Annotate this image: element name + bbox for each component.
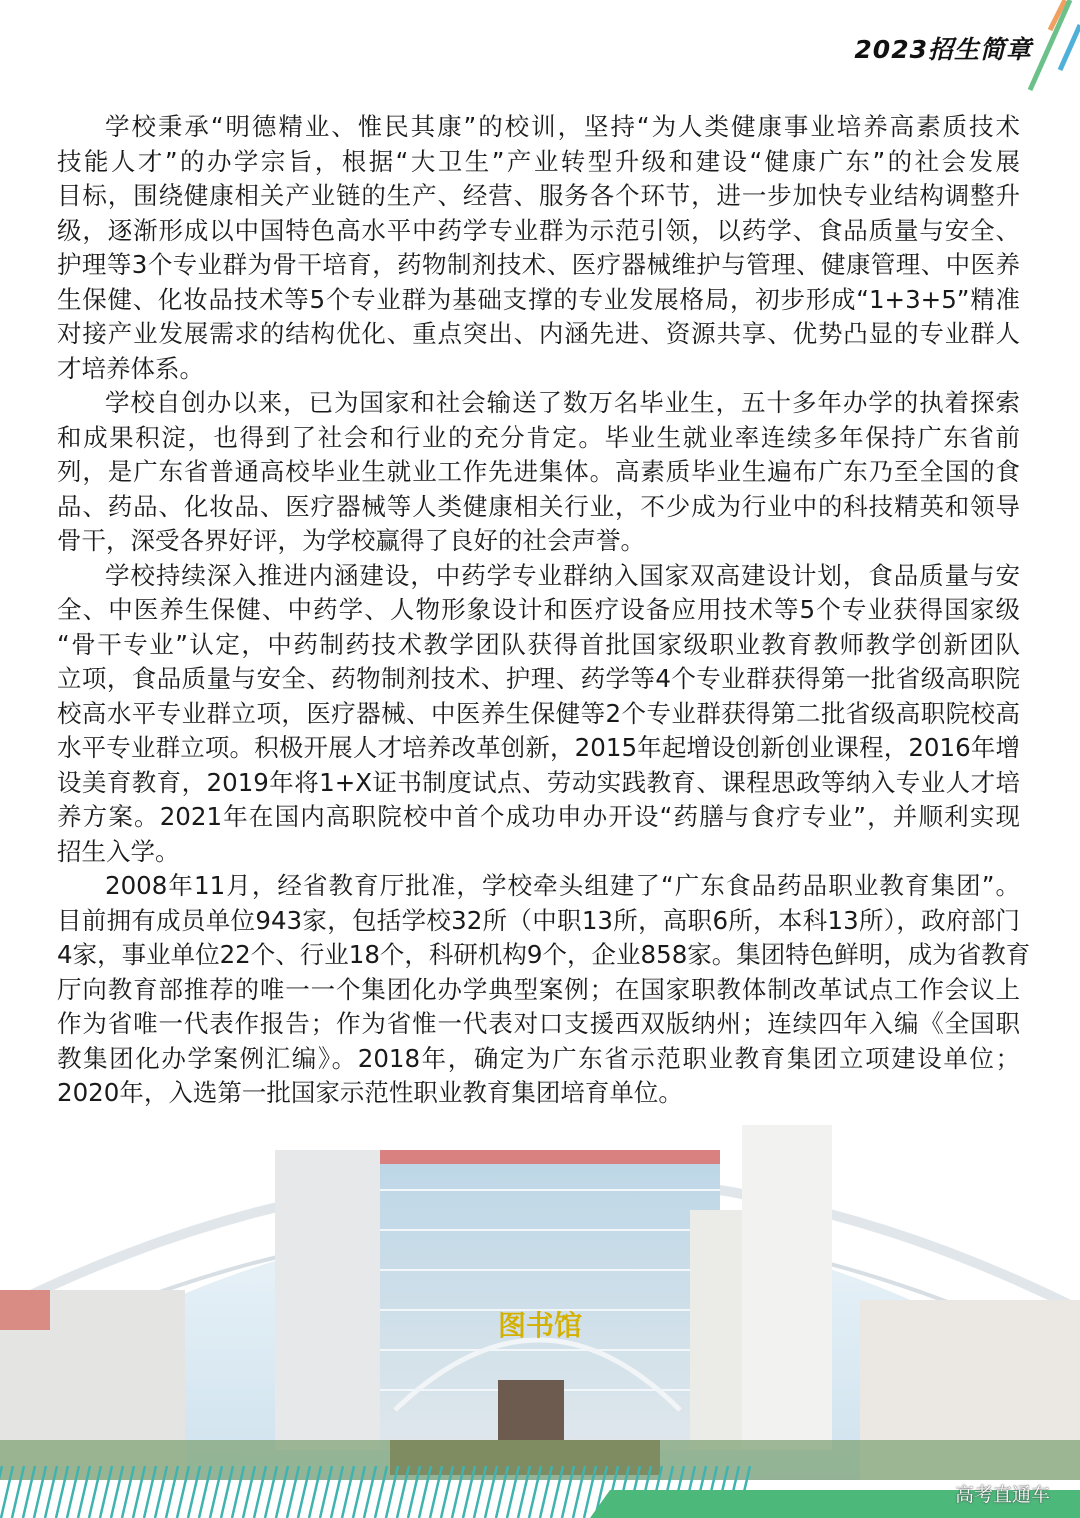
stripe xyxy=(364,1466,376,1518)
stripe xyxy=(496,1466,508,1518)
stripe xyxy=(397,1466,409,1518)
stripe xyxy=(254,1466,266,1518)
stripe xyxy=(551,1466,563,1518)
stripe xyxy=(265,1466,277,1518)
stripe xyxy=(485,1466,497,1518)
paragraph-line: 生保健、化妆品技术等5个专业群为基础支撑的专业发展格局，初步形成“1+3+5”精准 xyxy=(57,284,1020,314)
paragraph-line: 和成果积淀，也得到了社会和行业的充分肯定。毕业生就业率连续多年保持广东省前 xyxy=(57,422,1020,452)
stripe xyxy=(155,1466,167,1518)
paragraph-line: 品、药品、化妆品、医疗器械等人类健康相关行业，不少成为行业中的科技精英和领导 xyxy=(57,491,1020,521)
stripe xyxy=(166,1466,178,1518)
stripe xyxy=(452,1466,464,1518)
stripe xyxy=(34,1466,46,1518)
stripe xyxy=(221,1466,233,1518)
stripe xyxy=(111,1466,123,1518)
stripe xyxy=(573,1466,585,1518)
campus-library-photo xyxy=(0,1110,1080,1480)
paragraph-line: 2020年，入选第一批国家示范性职业教育集团培育单位。 xyxy=(57,1078,683,1107)
stripe xyxy=(298,1466,310,1518)
stripe xyxy=(386,1466,398,1518)
paragraph-line: 目标，围绕健康相关产业链的生产、经营、服务各个环节，进一步加快专业结构调整升 xyxy=(57,181,1020,210)
stripe xyxy=(199,1466,211,1518)
stripe xyxy=(78,1466,90,1518)
paragraph-line: 骨干，深受各界好评，为学校赢得了良好的社会声誉。 xyxy=(57,526,645,555)
paragraph-line: 水平专业群立项。积极开展人才培养改革创新，2015年起增设创新创业课程，2016年增 xyxy=(57,733,1020,762)
paragraph-line: 对接产业发展需求的结构优化、重点突出、内涵先进、资源共享、优势凸显的专业群人 xyxy=(57,319,1020,348)
stripe xyxy=(12,1466,24,1518)
paragraph-line: 列，是广东省普通高校毕业生就业工作先进集体。高素质毕业生遍布广东乃至全国的食 xyxy=(57,457,1020,486)
stripe xyxy=(562,1466,574,1518)
stripe xyxy=(56,1466,68,1518)
paragraph-line: 厅向教育部推荐的唯一一个集团化办学典型案例；在国家职教体制改革试点工作会议上 xyxy=(57,974,1020,1004)
stripe xyxy=(177,1466,189,1518)
paragraph-line: 教集团化办学案例汇编》。2018年，确定为广东省示范职业教育集团立项建设单位； xyxy=(57,1043,1020,1073)
stripe xyxy=(518,1466,530,1518)
paragraph-line: 学校持续深入推进内涵建设，中药学专业群纳入国家双高建设计划，食品质量与安 xyxy=(105,560,1020,590)
stripe xyxy=(507,1466,519,1518)
stripe xyxy=(45,1466,57,1518)
stripe xyxy=(287,1466,299,1518)
stripe xyxy=(188,1466,200,1518)
paragraph-line: 才培养体系。 xyxy=(57,353,204,383)
stripe xyxy=(133,1466,145,1518)
bottom-stripes-decoration xyxy=(0,1466,1080,1518)
stripe xyxy=(540,1466,552,1518)
stripe xyxy=(463,1466,475,1518)
body-text xyxy=(57,110,1031,1111)
stripe xyxy=(122,1466,134,1518)
stripe xyxy=(419,1466,431,1518)
paragraph-line: 技能人才”的办学宗旨，根据“大卫生”产业转型升级和建设“健康广东”的社会发展 xyxy=(57,146,1020,176)
stripe xyxy=(232,1466,244,1518)
paragraph-line: 养方案。2021年在国内高职院校中首个成功申办开设“药膳与食疗专业”，并顺利实现 xyxy=(57,802,1020,831)
paragraph-line: 学校秉承“明德精业、惟民其康”的校训，坚持“为人类健康事业培养高素质技术 xyxy=(105,112,1020,141)
stripe xyxy=(375,1466,387,1518)
paragraph-line: 2008年11月，经省教育厅批准，学校牵头组建了“广东食品药品职业教育集团”。 xyxy=(105,871,1020,900)
paragraph-line: 4家，事业单位22个、行业18个，科研机构9个，企业858家。集团特色鲜明，成为省教育 xyxy=(57,940,1031,969)
stripe xyxy=(67,1466,79,1518)
stripe xyxy=(529,1466,541,1518)
stripe xyxy=(276,1466,288,1518)
stripe xyxy=(1,1466,13,1518)
paragraph-line: 设美育教育，2019年将1+X证书制度试点、劳动实践教育、课程思政等纳入专业人才培 xyxy=(57,767,1020,797)
brochure-title: 2023招生简章 xyxy=(854,35,1032,64)
stripe xyxy=(100,1466,112,1518)
stripe xyxy=(430,1466,442,1518)
stripe xyxy=(210,1466,222,1518)
stripe xyxy=(331,1466,343,1518)
paragraph-line: 全、中医养生保健、中药学、人物形象设计和医疗设备应用技术等5个专业获得国家级 xyxy=(57,595,1020,624)
stripe xyxy=(320,1466,332,1518)
stripe xyxy=(89,1466,101,1518)
paragraph-line: 学校自创办以来，已为国家和社会输送了数万名毕业生，五十多年办学的执着探索 xyxy=(105,388,1020,417)
stripe xyxy=(309,1466,321,1518)
stripe xyxy=(584,1466,596,1518)
paragraph-line: 作为省唯一代表作报告；作为省惟一代表对口支援西双版纳州；连续四年入编《全国职 xyxy=(57,1009,1020,1038)
stripe xyxy=(353,1466,365,1518)
watermark: 高考直通车 xyxy=(954,1484,1050,1506)
paragraph-line: 目前拥有成员单位943家，包括学校32所（中职13所，高职6所，本科13所），政府部门 xyxy=(57,905,1020,935)
paragraph-line: 招生入学。 xyxy=(57,836,180,866)
stripe xyxy=(144,1466,156,1518)
library-sign: 图书馆 xyxy=(497,1309,583,1342)
stripe xyxy=(243,1466,255,1518)
stripe xyxy=(441,1466,453,1518)
paragraph-line: 立项，食品质量与安全、药物制剂技术、护理、药学等4个专业群获得第一批省级高职院 xyxy=(57,664,1020,693)
paragraph-line: 校高水平专业群立项，医疗器械、中医养生保健等2个专业群获得第二批省级高职院校高 xyxy=(57,698,1020,728)
paragraph-line: 护理等3个专业群为骨干培育，药物制剂技术、医疗器械维护与管理、健康管理、中医养 xyxy=(57,250,1020,279)
stripe xyxy=(408,1466,420,1518)
stripe xyxy=(23,1466,35,1518)
stripe xyxy=(342,1466,354,1518)
stripe xyxy=(474,1466,486,1518)
paragraph-line: “骨干专业”认定，中药制药技术教学团队获得首批国家级职业教育教师教学创新团队 xyxy=(57,629,1020,659)
paragraph-line: 级，逐渐形成以中国特色高水平中药学专业群为示范引领，以药学、食品质量与安全、 xyxy=(57,215,1020,245)
